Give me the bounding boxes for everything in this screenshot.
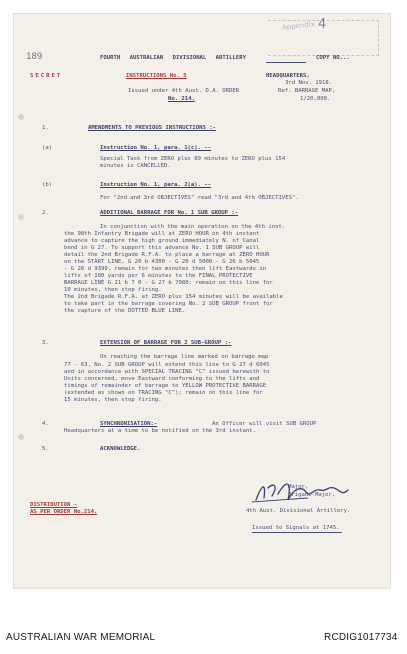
formation-heading: FOURTH AUSTRALIAN DIVISIONAL ARTILLERY	[100, 55, 246, 61]
section-3-line: timings of remainder of barrage to YELLOW PROTECTIVE BARRAGE	[64, 383, 267, 389]
section-3-line: 15 minutes, then stop firing.	[64, 397, 162, 403]
section-3-heading: EXTENSION OF BARRAGE FOR 2 SUB-GROUP :-	[100, 340, 232, 346]
section-2-line: In conjunction with the main operation on the 4th inst.	[100, 224, 286, 230]
item-a-line: minutes is CANCELLED.	[100, 163, 171, 169]
section-2-number: 2.	[42, 210, 49, 216]
page-number: 189	[26, 52, 43, 62]
section-2-line: BARRAGE LINE G 21 b 7 0 - G 27 b 7080; remain on this line for	[64, 280, 273, 286]
section-5-heading: ACKNOWLEDGE.	[100, 446, 141, 452]
punch-hole	[18, 434, 24, 440]
section-4-heading: SYNCHRONISATION:-	[100, 421, 158, 427]
section-2-heading: ADDITIONAL BARRAGE FOR No. 1 SUB GROUP :-	[100, 210, 239, 216]
hq-label: HEADQUARTERS,	[266, 73, 310, 79]
section-3-number: 3.	[42, 340, 49, 346]
section-2-line: the 98th Infantry Brigade will at ZERO HOUR on 4th instant	[64, 231, 260, 237]
section-3-line: Units concerned, move Eastward conforming to the lifts and	[64, 376, 260, 382]
instructions-title: INSTRUCTIONS No. 5	[126, 73, 187, 79]
section-2-line: detail the 2nd Brigade R.F.A. to place a barrage at ZERO HOUR	[64, 252, 270, 258]
section-3-line: (extended as shown on TRACING "C"); remain on this line for	[64, 390, 263, 396]
section-1-number: 1.	[42, 125, 49, 131]
footer-credit: AUSTRALIAN WAR MEMORIAL	[6, 632, 156, 643]
section-4-line: Headquarters at a time to be notified on the 3rd instant.	[64, 428, 256, 434]
order-number: No. 214.	[168, 96, 195, 102]
ref-map: Ref. BARRAGE MAP,	[278, 88, 336, 94]
section-2-line: The 2nd Brigade R.F.A. at ZERO plus 154 minutes will be available	[64, 294, 283, 300]
issued-under-line: Issued under 4th Aust. D.A. ORDER	[128, 88, 240, 94]
section-2-line: to take part in the barrage covering No. 2 SUB GROUP front for	[64, 301, 273, 307]
item-a-heading: Instruction No. 1, para. 1(c). --	[100, 145, 212, 151]
section-3-line: 77 - 63, No. 2 SUB GROUP will extend this line to G 27 d 6045	[64, 362, 270, 368]
section-3-line: On reaching the barrage line marked on barrage map	[100, 354, 269, 360]
signatory-title: Brigade-Major,	[288, 492, 336, 498]
item-b-label: (b)	[42, 182, 53, 188]
distribution-label: DISTRIBUTION -	[30, 502, 78, 508]
section-2-line: advance to capture the high ground immediately N. of Canal	[64, 238, 260, 244]
map-scale: 1/20,000.	[300, 96, 331, 102]
item-b-heading: Instruction No. 1, para. 2(a). --	[100, 182, 212, 188]
section-2-line: - G 26 d 9399, remain for two minutes then lift Eastwards in	[64, 266, 267, 272]
section-3-line: and in accordance with SPECIAL TRACING "C" issued herewith to	[64, 369, 270, 375]
section-5-number: 5.	[42, 446, 49, 452]
item-b-line: For "2nd and 3rd OBJECTIVES" read "3rd and 4th OBJECTIVES".	[100, 195, 299, 201]
section-2-line: bend in G 27. To support this advance No. 1 SUB GROUP will	[64, 245, 260, 251]
section-2-line: lifts of 100 yards per 6 minutes to the FINAL PROTECTIVE	[64, 273, 253, 279]
document-date: 3rd Nov. 1918.	[285, 80, 333, 86]
signatory-formation: 4th Aust. Divisional Artillery.	[246, 508, 351, 514]
appendix-stamp: Appendix	[281, 20, 316, 32]
handwritten-number: 4	[318, 17, 327, 32]
punch-hole	[18, 214, 24, 220]
punch-hole	[18, 114, 24, 120]
footer-record-id: RCDIG1017734	[324, 632, 398, 643]
section-2-line: the capture of the DOTTED BLUE LINE.	[64, 308, 186, 314]
section-4-line: An Officer will visit SUB GROUP	[212, 421, 317, 427]
item-a-line: Special Task from ZERO plus 89 minutes to ZERO plus 154	[100, 156, 286, 162]
distribution-text: AS PER ORDER No.214.	[30, 509, 98, 515]
underline	[252, 532, 342, 533]
underline	[266, 62, 306, 63]
section-2-line: on the START LINE, G 20 b 4300 - G 20 d 5000 - G 26 b 5045	[64, 259, 260, 265]
section-1-heading: AMENDMENTS TO PREVIOUS INSTRUCTIONS :-	[88, 125, 216, 131]
secret-marking: SECRET	[30, 73, 63, 79]
section-4-number: 4.	[42, 421, 49, 427]
copy-number: COPY NO...	[316, 55, 350, 61]
section-2-line: 10 minutes, then stop firing.	[64, 287, 162, 293]
signatory-rank: Major,	[288, 484, 309, 490]
issued-to-signals: Issued to Signals at 1745.	[252, 525, 340, 531]
item-a-label: (a)	[42, 145, 53, 151]
